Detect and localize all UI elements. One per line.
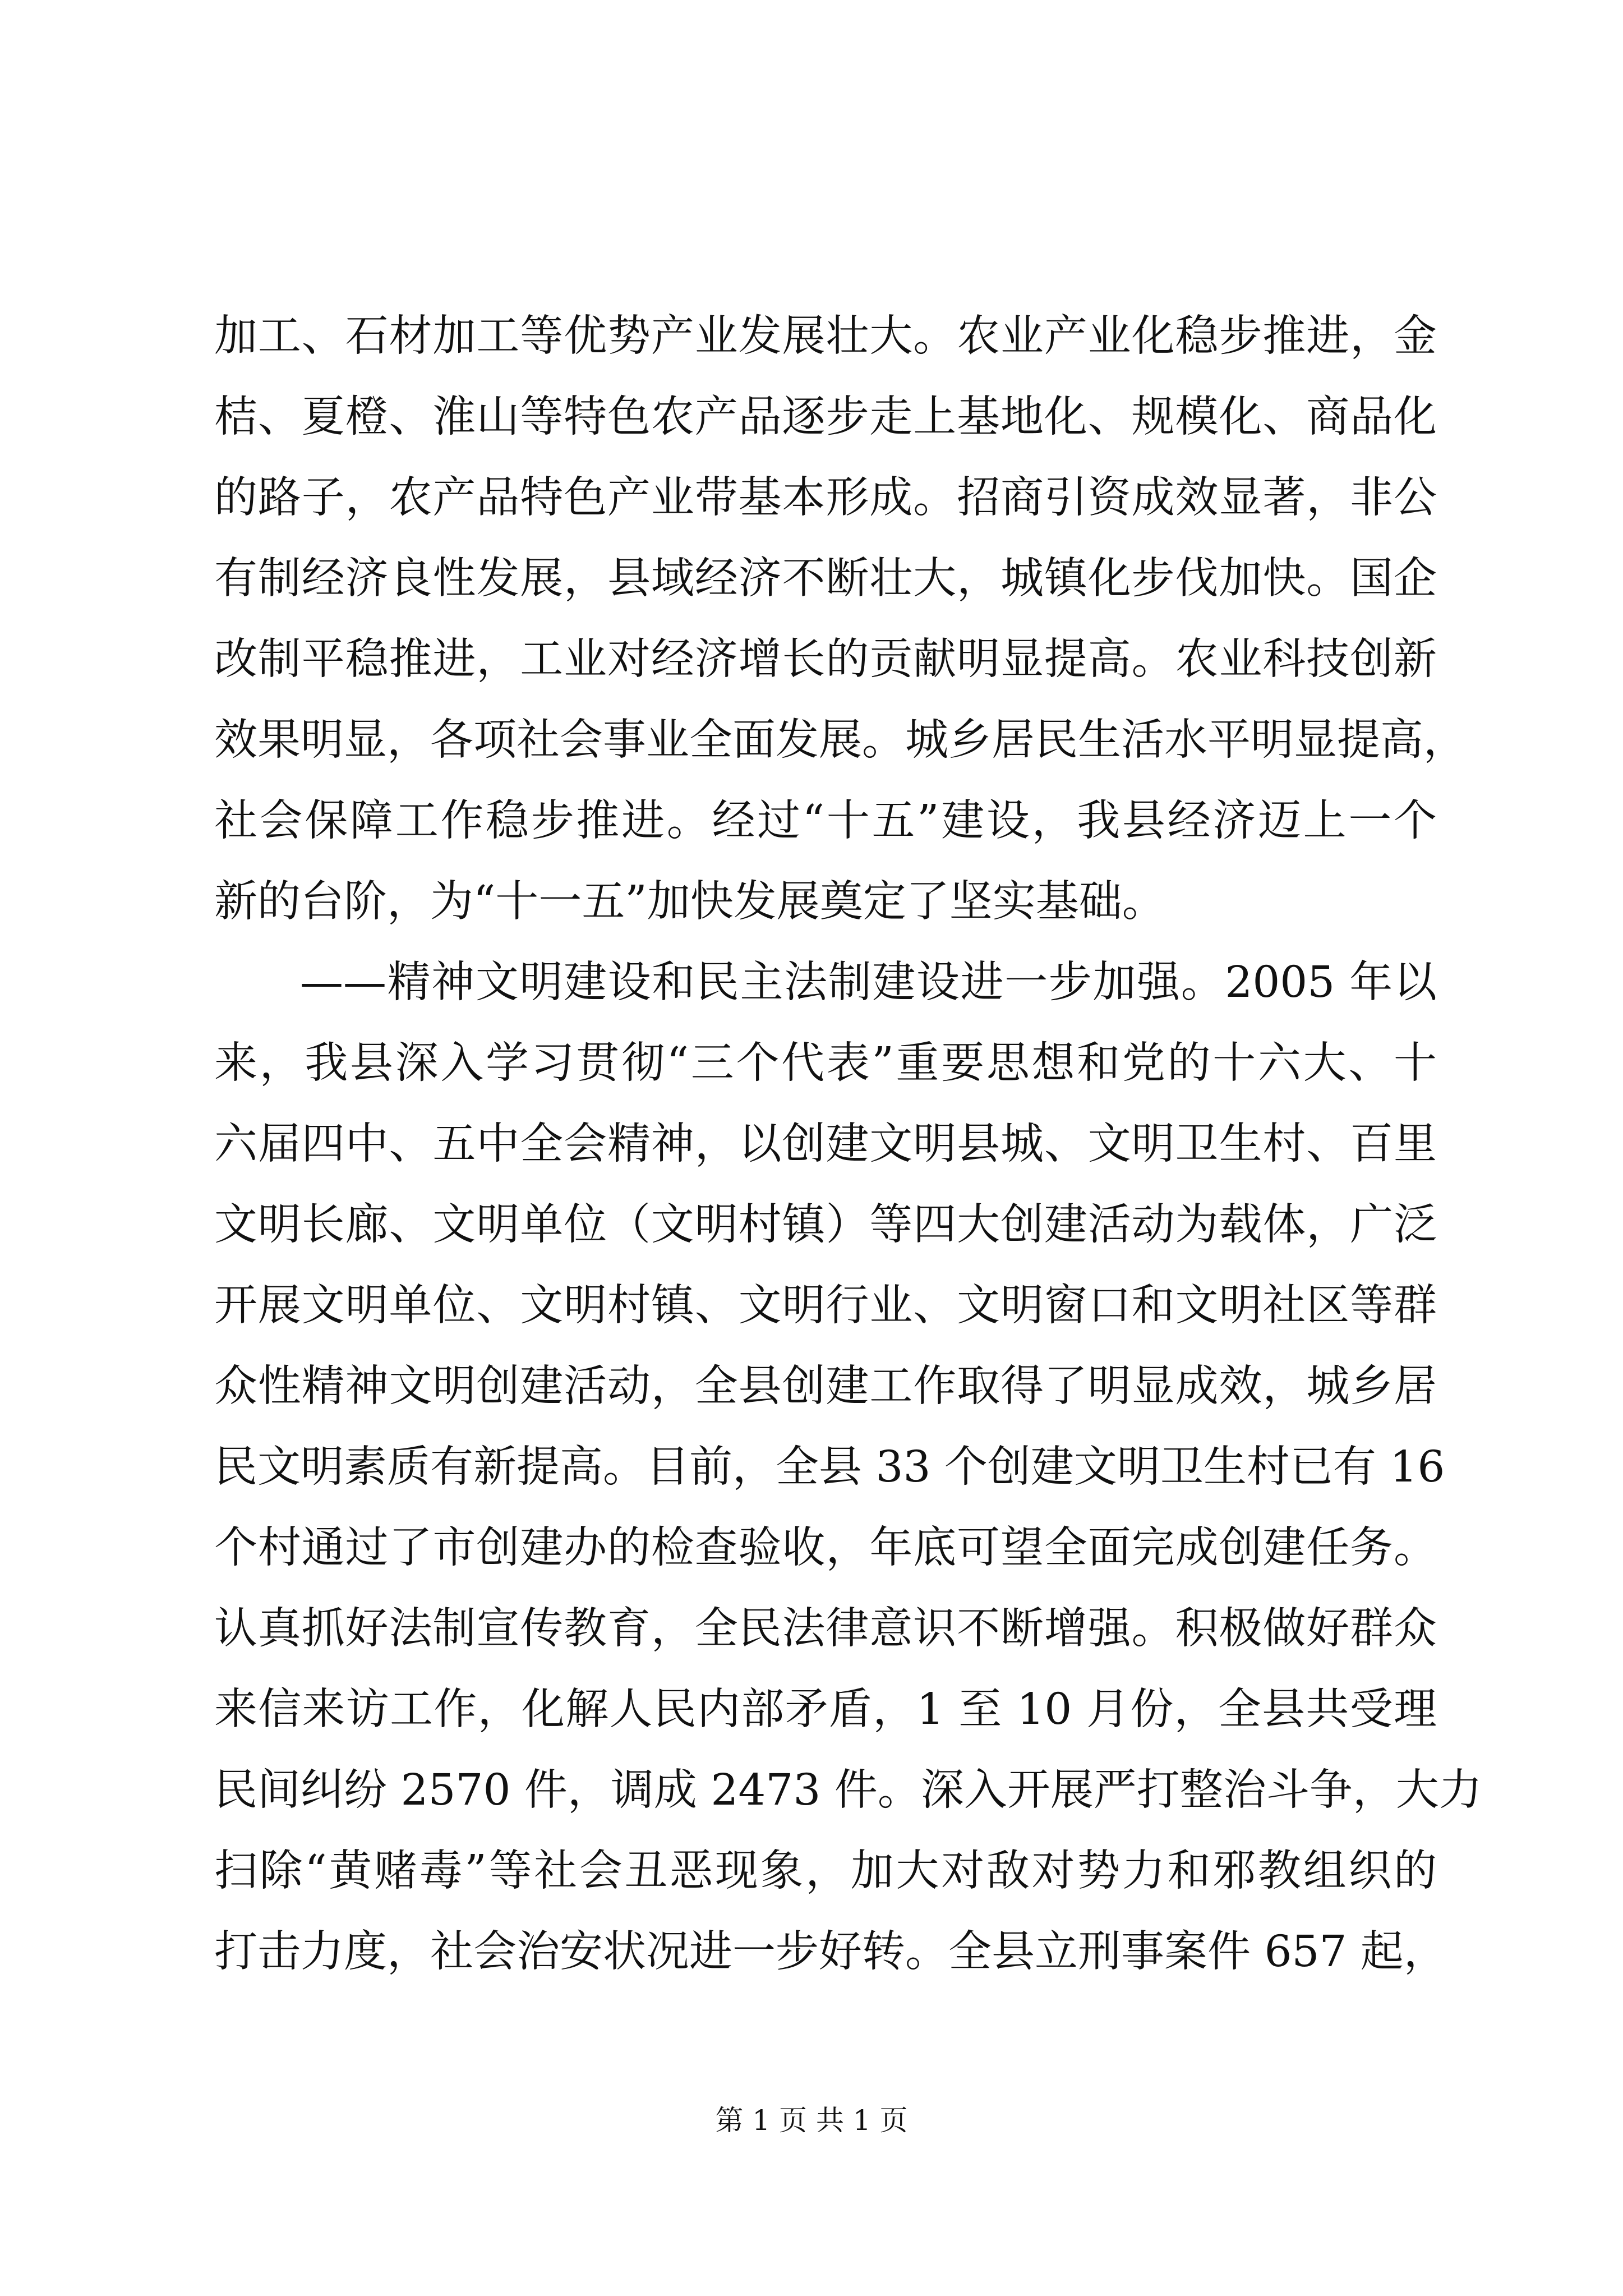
paragraph-2-line-9: 认真抓好法制宣传教育，全民法律意识不断增强。积极做好群众 — [214, 1604, 1437, 1654]
paragraph-1-line-2: 桔、夏橙、淮山等特色农产品逐步走上基地化、规模化、商品化 — [214, 392, 1437, 442]
paragraph-2-line-3: 六届四中、五中全会精神，以创建文明县城、文明卫生村、百里 — [214, 1119, 1437, 1169]
paragraph-2-line-12: 扫除“黄赌毒”等社会丑恶现象，加大对敌对势力和邪教组织的 — [214, 1846, 1437, 1896]
paragraph-1-line-4: 有制经济良性发展，县域经济不断壮大，城镇化步伐加快。国企 — [214, 554, 1437, 604]
paragraph-1-line-3: 的路子，农产品特色产业带基本形成。招商引资成效显著，非公 — [214, 473, 1437, 523]
page-footer: 第 1 页 共 1 页 — [715, 2104, 908, 2137]
paragraph-2-line-7: 民文明素质有新提高。目前，全县 33 个创建文明卫生村已有 16 — [214, 1442, 1445, 1492]
paragraph-2-line-13: 打击力度，社会治安状况进一步好转。全县立刑事案件 657 起， — [214, 1927, 1447, 1977]
paragraph-2-line-6: 众性精神文明创建活动，全县创建工作取得了明显成效，城乡居 — [214, 1361, 1437, 1411]
paragraph-2-line-11: 民间纠纷 2570 件，调成 2473 件。深入开展严打整治斗争，大力 — [214, 1765, 1482, 1815]
paragraph-1-line-6: 效果明显，各项社会事业全面发展。城乡居民生活水平明显提高， — [214, 715, 1467, 765]
paragraph-2-line-5: 开展文明单位、文明村镇、文明行业、文明窗口和文明社区等群 — [214, 1281, 1437, 1331]
paragraph-2-line-2: 来，我县深入学习贯彻“三个代表”重要思想和党的十六大、十 — [214, 1038, 1437, 1088]
paragraph-1-line-7: 社会保障工作稳步推进。经过“十五”建设，我县经济迈上一个 — [214, 796, 1437, 846]
paragraph-2-line-4: 文明长廊、文明单位（文明村镇）等四大创建活动为载体，广泛 — [214, 1200, 1437, 1250]
paragraph-2-line-10: 来信来访工作，化解人民内部矛盾，1 至 10 月份，全县共受理 — [214, 1685, 1437, 1734]
paragraph-2-line-1: ——精神文明建设和民主法制建设进一步加强。2005 年以 — [300, 958, 1437, 1007]
paragraph-1-line-1: 加工、石材加工等优势产业发展壮大。农业产业化稳步推进，金 — [214, 311, 1437, 361]
paragraph-1-line-8: 新的台阶，为“十一五”加快发展奠定了坚实基础。 — [214, 877, 1165, 927]
paragraph-2-line-8: 个村通过了市创建办的检查验收，年底可望全面完成创建任务。 — [214, 1523, 1437, 1573]
paragraph-1-line-5: 改制平稳推进，工业对经济增长的贡献明显提高。农业科技创新 — [214, 634, 1437, 684]
